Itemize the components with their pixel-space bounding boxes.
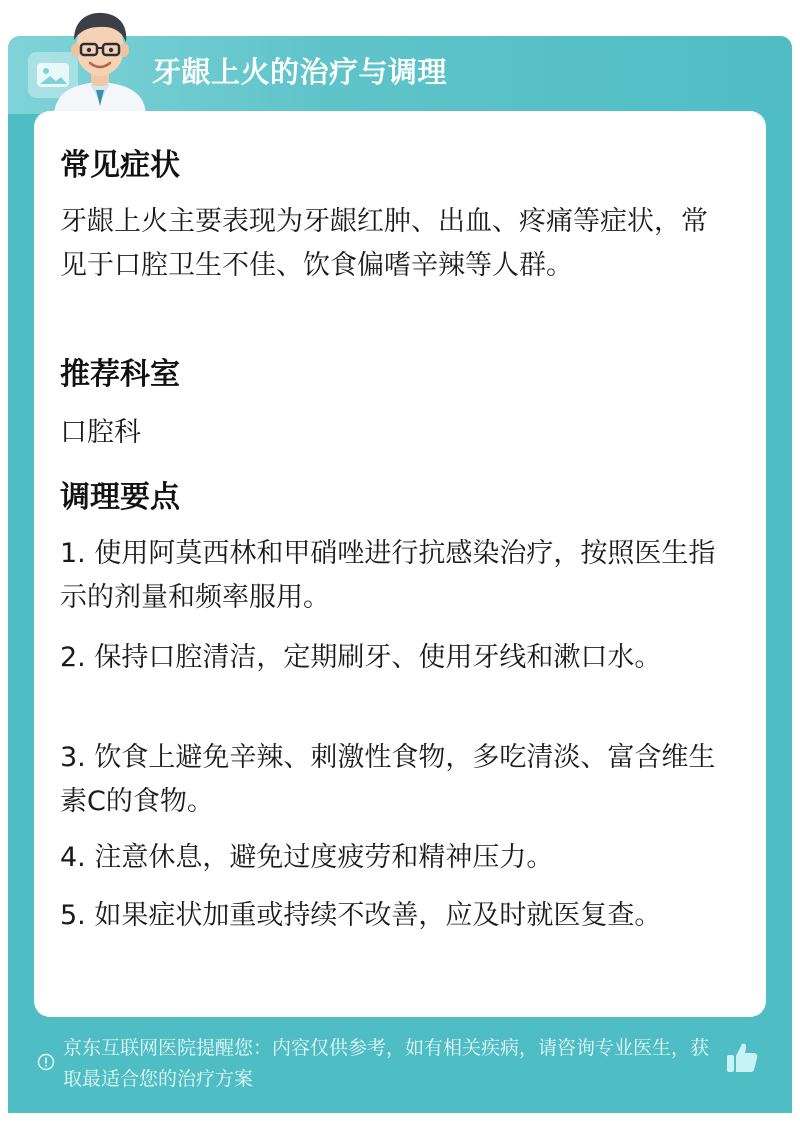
list-item: 4. 注意休息，避免过度疲劳和精神压力。 xyxy=(60,842,554,873)
info-icon xyxy=(37,1053,55,1071)
symptoms-text: 牙龈上火主要表现为牙龈红肿、出血、疼痛等症状，常见于口腔卫生不佳、饮食偏嗜辛辣等人群。 xyxy=(60,206,708,281)
page-title: 牙龈上火的治疗与调理 xyxy=(152,55,448,89)
list-item: 5. 如果症状加重或持续不改善，应及时就医复查。 xyxy=(60,900,662,931)
doctor-avatar xyxy=(44,6,156,114)
section-title-care: 调理要点 xyxy=(60,480,180,515)
department-text: 口腔科 xyxy=(60,417,141,448)
section-title-department: 推荐科室 xyxy=(60,357,180,392)
disclaimer-text: 京东互联网医院提醒您：内容仅供参考，如有相关疾病，请咨询专业医生，获取最适合您的治疗方案 xyxy=(63,1037,710,1090)
thumbs-up-icon[interactable] xyxy=(724,1040,760,1076)
section-title-symptoms: 常见症状 xyxy=(60,148,180,183)
list-item: 2. 保持口腔清洁，定期刷牙、使用牙线和漱口水。 xyxy=(60,642,662,673)
list-item: 3. 饮食上避免辛辣、刺激性食物，多吃清淡、富含维生素C的食物。 xyxy=(60,742,716,817)
list-item: 1. 使用阿莫西林和甲硝唑进行抗感染治疗，按照医生指示的剂量和频率服用。 xyxy=(60,538,716,613)
